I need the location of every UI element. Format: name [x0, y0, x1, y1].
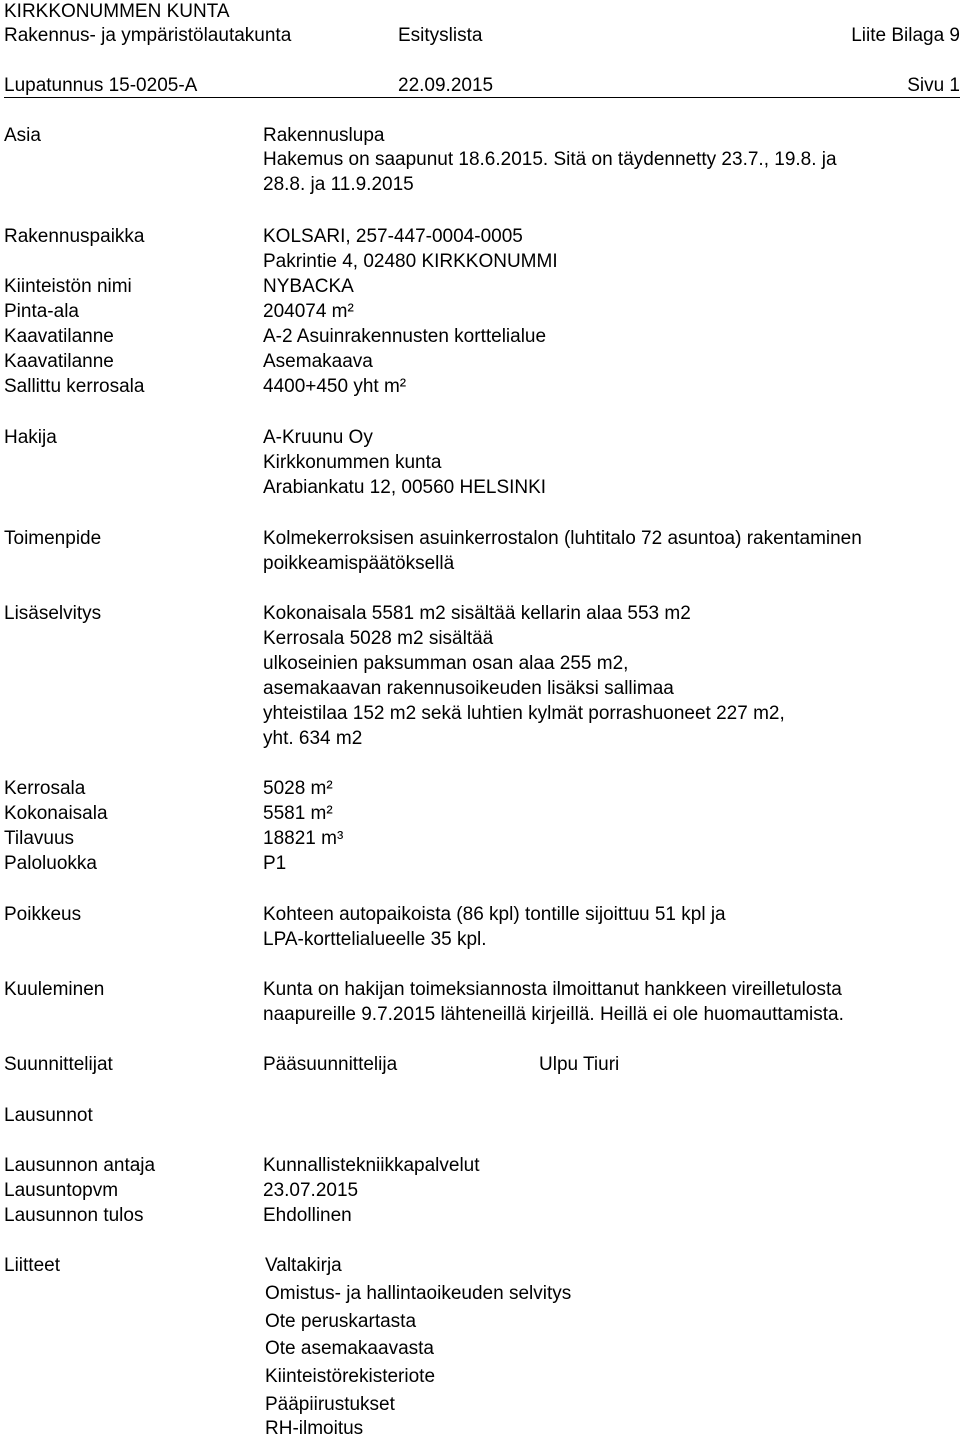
organization-name: KIRKKONUMMEN KUNTA [4, 1, 230, 22]
header-divider [4, 97, 960, 98]
lisaselvitys-line: asemakaavan rakennusoikeuden lisäksi sallimaa [263, 678, 674, 699]
hakija-line: Kirkkonummen kunta [263, 452, 442, 473]
poikkeus-line: LPA-korttelialueelle 35 kpl. [263, 929, 487, 950]
sallittu-kerrosala-value: 4400+450 yht m² [263, 376, 407, 397]
hakija-line: Arabiankatu 12, 00560 HELSINKI [263, 477, 547, 498]
lisaselvitys-line: ulkoseinien paksumman osan alaa 255 m2, [263, 653, 629, 674]
kokonaisala-value: 5581 m² [263, 803, 333, 824]
lisaselvitys-line: Kokonaisala 5581 m2 sisältää kellarin alaa 553 m2 [263, 603, 691, 624]
designer-name: Ulpu Tiuri [539, 1054, 620, 1075]
kaavatilanne-label: Kaavatilanne [4, 326, 114, 347]
poikkeus-label: Poikkeus [4, 904, 82, 925]
kaavatilanne-value: A-2 Asuinrakennusten korttelialue [263, 326, 547, 347]
kaavatilanne-label: Kaavatilanne [4, 351, 114, 372]
rakennuspaikka-value: KOLSARI, 257-447-0004-0005 [263, 226, 523, 247]
lausunnot-label: Lausunnot [4, 1105, 93, 1126]
attachment-label: Liite Bilaga 9 [851, 25, 960, 46]
permit-number: Lupatunnus 15-0205-A [4, 75, 198, 96]
lisaselvitys-line: Kerrosala 5028 m2 sisältää [263, 628, 494, 649]
lausunnon-tulos-label: Lausunnon tulos [4, 1205, 144, 1226]
tilavuus-label: Tilavuus [4, 828, 75, 849]
lisaselvitys-line: yhteistilaa 152 m2 sekä luhtien kylmät porrashuoneet 227 m2, [263, 703, 785, 724]
liite-item: Valtakirja [265, 1255, 342, 1276]
lisaselvitys-line: yht. 634 m2 [263, 728, 363, 749]
pinta-ala-value: 204074 m² [263, 301, 354, 322]
sallittu-kerrosala-label: Sallittu kerrosala [4, 376, 145, 397]
tilavuus-value: 18821 m³ [263, 828, 344, 849]
hakija-label: Hakija [4, 427, 57, 448]
kuuleminen-label: Kuuleminen [4, 979, 105, 1000]
toimenpide-label: Toimenpide [4, 528, 102, 549]
asia-line: Hakemus on saapunut 18.6.2015. Sitä on täydennetty 23.7., 19.8. ja [263, 149, 837, 170]
kuuleminen-line: naapureille 9.7.2015 lähteneillä kirjeillä. Heillä ei ole huomauttamista. [263, 1004, 844, 1025]
asia-line: Rakennuslupa [263, 125, 385, 146]
suunnittelijat-label: Suunnittelijat [4, 1054, 113, 1075]
lausuntopvm-label: Lausuntopvm [4, 1180, 119, 1201]
document-type: Esityslista [398, 25, 483, 46]
liite-item: RH-ilmoitus [265, 1418, 364, 1439]
kokonaisala-label: Kokonaisala [4, 803, 108, 824]
liite-item: Ote peruskartasta [265, 1311, 417, 1332]
designer-role: Pääsuunnittelija [263, 1054, 398, 1075]
kerrosala-label: Kerrosala [4, 778, 86, 799]
hakija-line: A-Kruunu Oy [263, 427, 373, 448]
site-address: Pakrintie 4, 02480 KIRKKONUMMI [263, 251, 558, 272]
pinta-ala-label: Pinta-ala [4, 301, 79, 322]
kerrosala-value: 5028 m² [263, 778, 333, 799]
liite-item: Ote asemakaavasta [265, 1338, 434, 1359]
lausunnon-antaja-label: Lausunnon antaja [4, 1155, 156, 1176]
meeting-date: 22.09.2015 [398, 75, 494, 96]
kiinteisto-label: Kiinteistön nimi [4, 276, 132, 297]
lausunnon-tulos-value: Ehdollinen [263, 1205, 352, 1226]
kuuleminen-line: Kunta on hakijan toimeksiannosta ilmoittanut hankkeen vireilletulosta [263, 979, 842, 1000]
rakennuspaikka-label: Rakennuspaikka [4, 226, 145, 247]
toimenpide-line: poikkeamispäätöksellä [263, 553, 455, 574]
liite-item: Omistus- ja hallintaoikeuden selvitys [265, 1283, 572, 1304]
liitteet-label: Liitteet [4, 1255, 60, 1276]
paloluokka-label: Paloluokka [4, 853, 97, 874]
lausunnon-antaja-value: Kunnallistekniikkapalvelut [263, 1155, 480, 1176]
poikkeus-line: Kohteen autopaikoista (86 kpl) tontille sijoittuu 51 kpl ja [263, 904, 726, 925]
asia-label: Asia [4, 125, 41, 146]
page-number: Sivu 1 [907, 75, 960, 96]
liite-item: Pääpiirustukset [265, 1394, 395, 1415]
paloluokka-value: P1 [263, 853, 287, 874]
kiinteisto-value: NYBACKA [263, 276, 354, 297]
asia-line: 28.8. ja 11.9.2015 [263, 174, 414, 195]
lausuntopvm-value: 23.07.2015 [263, 1180, 359, 1201]
lisaselvitys-label: Lisäselvitys [4, 603, 102, 624]
committee-name: Rakennus- ja ympäristölautakunta [4, 25, 292, 46]
kaavatilanne-value: Asemakaava [263, 351, 373, 372]
liite-item: Kiinteistörekisteriote [265, 1366, 436, 1387]
toimenpide-line: Kolmekerroksisen asuinkerrostalon (luhtitalo 72 asuntoa) rakentaminen [263, 528, 862, 549]
